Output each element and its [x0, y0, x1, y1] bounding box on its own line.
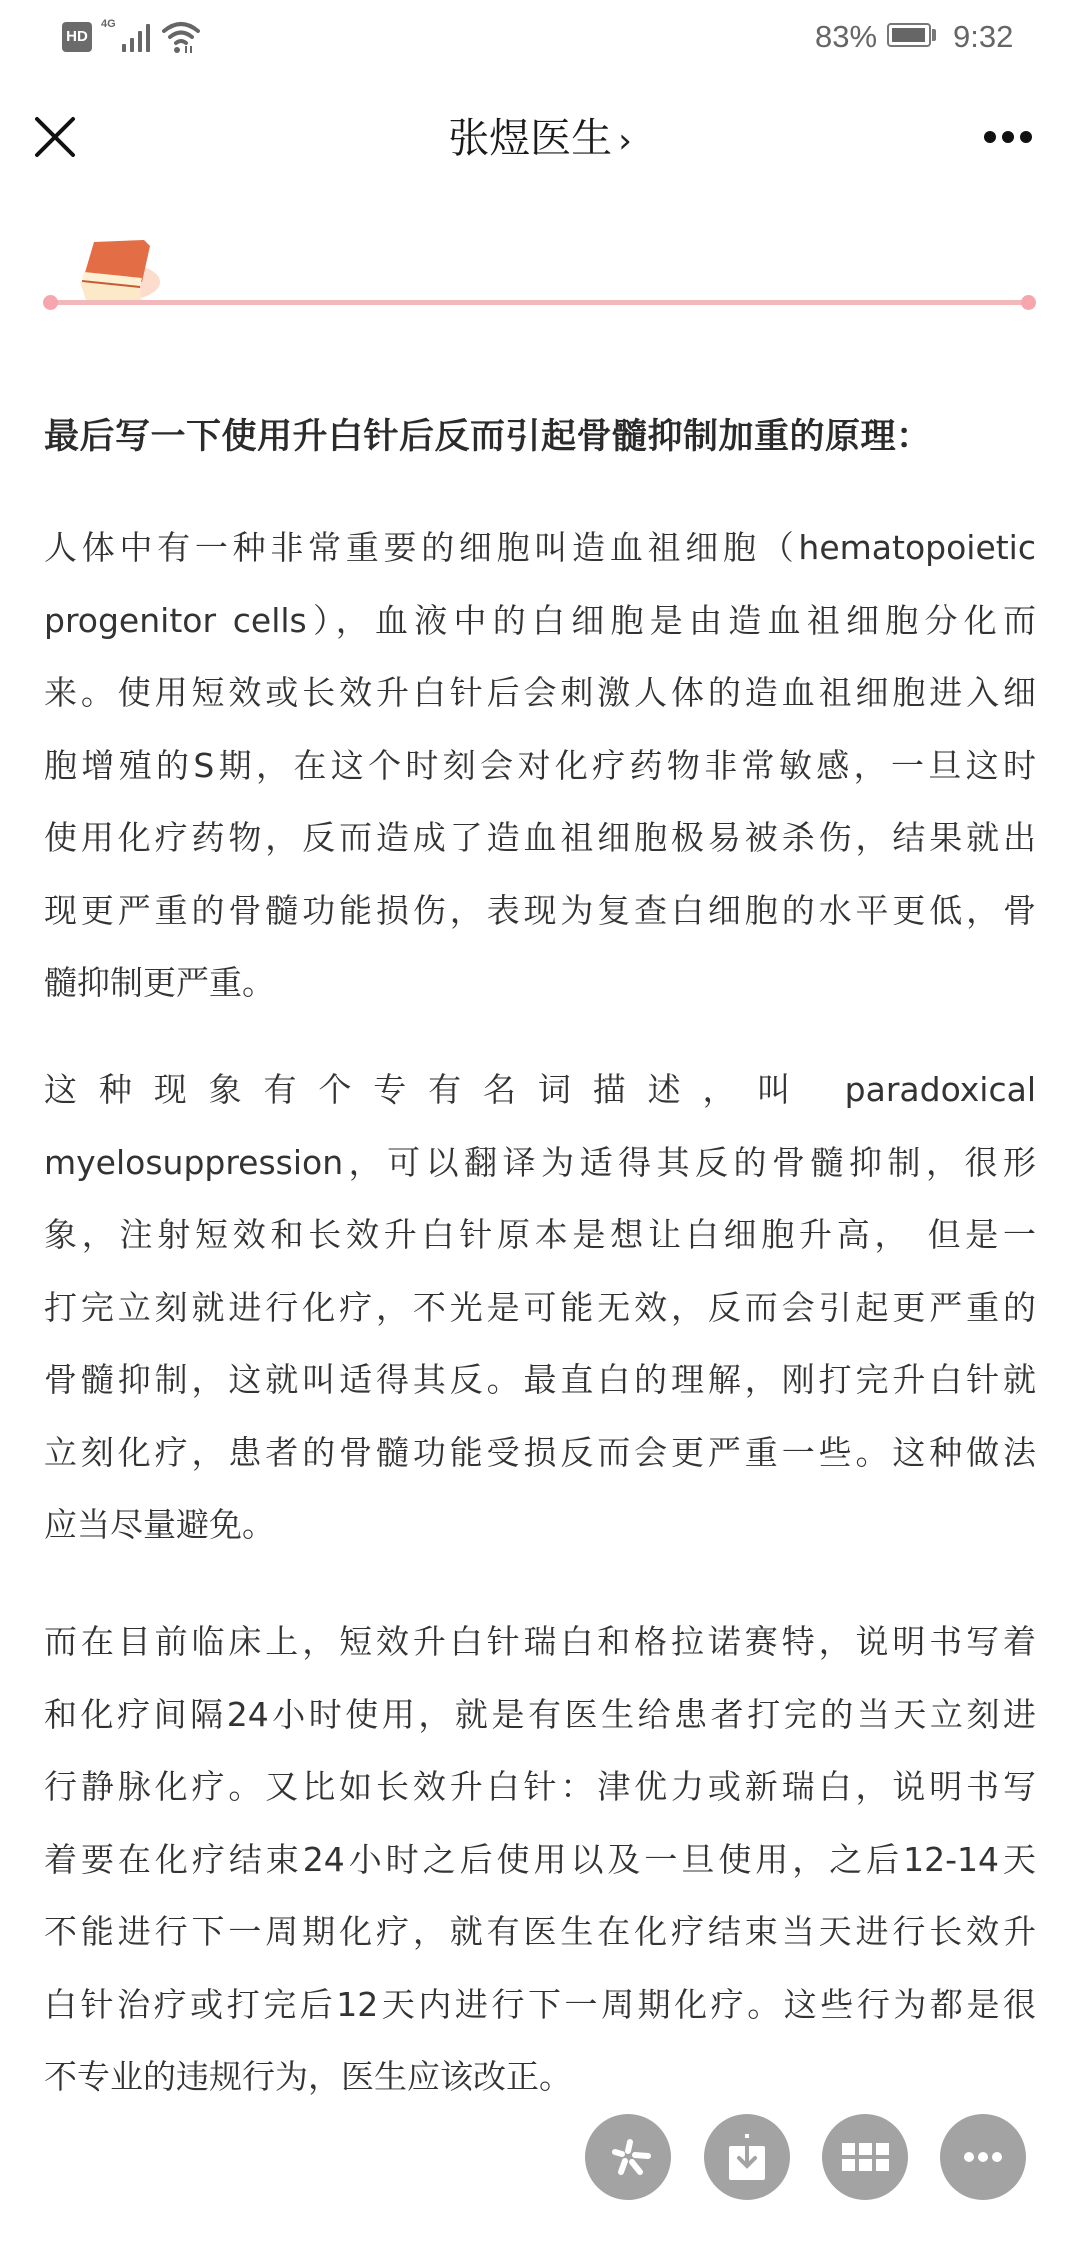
- paragraph-line: 胞增殖的S期，在这个时刻会对化疗药物非常敏感，一旦这时: [44, 745, 1036, 785]
- article-paragraph-2: [44, 1054, 1036, 1562]
- paragraph-line: 行静脉化疗。又比如长效升白针：津优力或新瑞白，说明书写: [44, 1767, 1036, 1806]
- paragraph-line: 应当尽量避免。: [44, 1505, 275, 1544]
- account-title-link[interactable]: [448, 114, 632, 162]
- download-icon: [704, 2114, 790, 2200]
- paragraph-line: 骨髓抑制，这就叫适得其反。最直白的理解，刚打完升白针就: [44, 1360, 1036, 1399]
- paragraph-line: 髓抑制更严重。: [44, 963, 275, 1002]
- close-icon: [30, 112, 80, 162]
- clock: 9:32: [953, 19, 1014, 54]
- paragraph-line: 立刻化疗，患者的骨髓功能受损反而会更严重一些。这种做法: [44, 1432, 1036, 1472]
- divider-dot-right: [1021, 295, 1036, 310]
- paragraph-line: 打完立刻就进行化疗，不光是可能无效，反而会引起更严重的: [44, 1287, 1036, 1327]
- save-button[interactable]: [704, 2114, 790, 2200]
- chevron-right-icon: ›: [618, 121, 632, 161]
- paragraph-line: 而在目前临床上，短效升白针瑞白和格拉诺赛特，说明书写着: [44, 1622, 1036, 1661]
- dot: [984, 131, 996, 143]
- paragraph-line: 来。使用短效或长效升白针后会刺激人体的造血祖细胞进入细: [44, 673, 1036, 712]
- paragraph-line: 现更严重的骨髓功能损伤，表现为复查白细胞的水平更低，骨: [44, 890, 1036, 930]
- paragraph-line: 这种现象有个专有名词描述，叫 paradoxical: [44, 1070, 1036, 1109]
- battery-icon: [887, 23, 931, 47]
- article-heading: 最后写一下使用升白针后反而引起骨髓抑制加重的原理：: [44, 417, 932, 457]
- battery-percent: 83%: [815, 19, 878, 54]
- paragraph-line: 着要在化疗结束24小时之后使用以及一旦使用，之后12-14天: [44, 1839, 1036, 1879]
- article-paragraph-3: [44, 1606, 1036, 2114]
- more-button[interactable]: [940, 2114, 1026, 2200]
- wow-button[interactable]: [585, 2114, 671, 2200]
- article-paragraph-1: [44, 512, 1036, 1020]
- more-options-button[interactable]: [976, 117, 1032, 157]
- nav-title-container: [0, 110, 1080, 169]
- dot: [1020, 131, 1032, 143]
- paragraph-line: myelosuppression，可以翻译为适得其反的骨髓抑制，很形: [44, 1142, 1036, 1182]
- paragraph-line: 人体中有一种非常重要的细胞叫造血祖细胞（hematopoietic: [44, 528, 1036, 567]
- account-name: 张煜医生: [448, 114, 613, 162]
- wifi-icon: [161, 20, 201, 54]
- paragraph-line: 象，注射短效和长效升白针原本是想让白细胞升高， 但是一: [44, 1215, 1036, 1254]
- decorative-divider-line: [50, 300, 1029, 305]
- paragraph-line: progenitor cells），血液中的白细胞是由造血祖细胞分化而: [44, 600, 1036, 640]
- hd-icon: HD: [62, 22, 92, 52]
- divider-dot-left: [43, 295, 58, 310]
- paragraph-line: 不能进行下一周期化疗，就有医生在化疗结束当天进行长效升: [44, 1912, 1036, 1951]
- signal-icon: [118, 22, 154, 52]
- network-type-label: 4G: [101, 18, 116, 30]
- flower-icon: [585, 2114, 671, 2200]
- book-stack-icon: [66, 230, 186, 310]
- more-icon: [940, 2114, 1026, 2200]
- status-bar: [0, 0, 1080, 74]
- paragraph-line: 和化疗间隔24小时使用，就是有医生给患者打完的当天立刻进: [44, 1694, 1036, 1734]
- grid-icon: [822, 2114, 908, 2200]
- paragraph-line: 使用化疗药物，反而造成了造血祖细胞极易被杀伤，结果就出: [44, 818, 1036, 857]
- battery-tip: [932, 29, 936, 41]
- paragraph-line: 不专业的违规行为，医生应该改正。: [44, 2057, 572, 2096]
- close-button[interactable]: [30, 112, 80, 162]
- paragraph-line: 白针治疗或打完后12天内进行下一周期化疗。这些行为都是很: [44, 1984, 1036, 2024]
- dot: [1002, 131, 1014, 143]
- more-features-button[interactable]: [822, 2114, 908, 2200]
